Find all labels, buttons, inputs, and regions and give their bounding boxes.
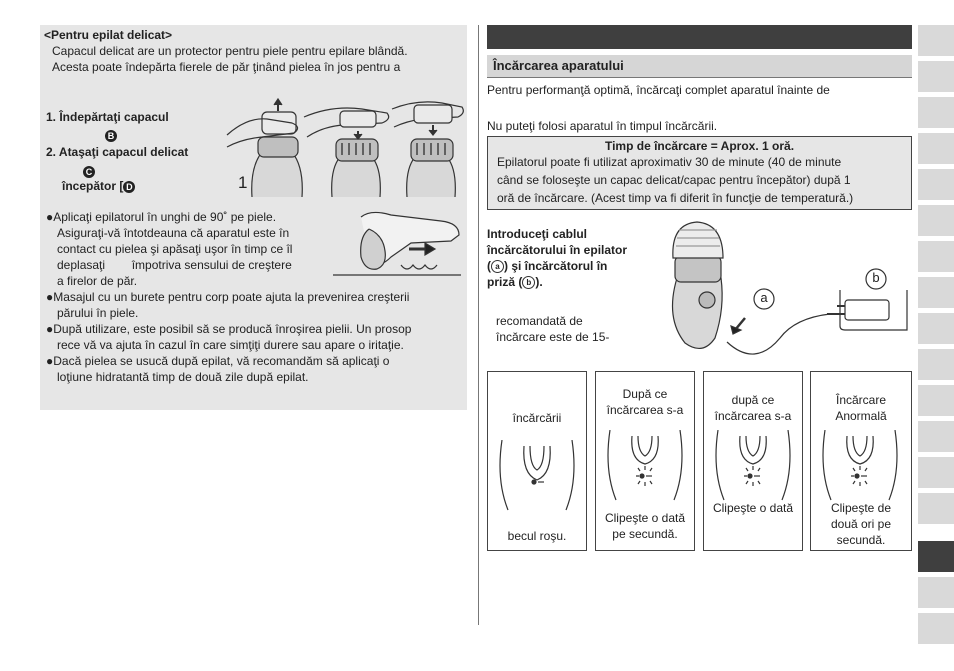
side-tab-9[interactable] [918,313,954,344]
step-2-continued: începător [ D [62,178,135,194]
indicator-2-bottom1: Clipeşte o dată [604,511,686,525]
indicator-1-top2: încărcării [512,411,562,425]
bullet-1-line-5: a firelor de păr. [57,274,138,288]
indicator-4-bottom2: două ori pe [830,517,892,531]
insert-line-3: ( a ) şi încărcătorul în [487,259,608,273]
indicator-3-top2: încărcarea s-a [714,409,792,423]
charge-box-line-2: când se foloseşte un capac delicat/capac pentru începător) după 1 [497,173,851,187]
charge-box-line-3: oră de încărcare. (Acest timp va fi diferit în funcţie de temperatură.) [497,191,854,205]
cap-removal-illustration [222,97,468,197]
side-tab-12[interactable] [918,421,954,452]
section-title: Încărcarea aparatului [493,58,624,73]
bullet-3-line-1: ●După utilizare, este posibil să se producă înroşirea pielii. Un prosop [46,322,412,336]
indicator-4-bottom1: Clipeşte de [830,501,892,515]
indicator-1-light-icon [494,440,580,512]
bullet-4 [46,353,389,385]
epilator-angle-illustration [331,207,463,279]
section-heading: <Pentru epilat delicat> [44,28,173,42]
bullet-4-line-1: ●Dacă pielea se usucă după epilat, vă recomandăm să aplicaţi o [46,354,390,368]
bullet-1 [46,209,292,289]
label-b-inline: b [522,276,535,289]
label-a-inline: a [491,260,504,273]
indicator-2-bottom2: pe secundă. [612,527,678,541]
insert-line-1: Introduceţi cablul [487,227,588,241]
bullet-3-line-2: rece vă va ajuta în cazul în care simţiţi durere sau apare o iritaţie. [57,338,404,352]
bullet-1-line-4: deplasaţi împotriva sensului de creştere [57,258,292,272]
indicator-4-top2: Anormală [835,409,887,423]
header-bar [487,25,912,49]
bullet-1-line-1: ●Aplicaţi epilatorul în unghi de 90˚ pe piele. [46,210,277,224]
insert-instructions [487,226,627,290]
side-tab-14[interactable] [918,493,954,524]
bullet-3 [46,321,411,353]
step-2-letter: C [83,163,95,181]
bullet-2-line-2: părului în piele. [57,306,139,320]
indicator-2-top: După ce [622,387,668,401]
side-tab-7[interactable] [918,241,954,272]
intro-line-2: Acesta poate îndepărta fierele de păr ţinând pielea în jos pentru a [52,60,401,74]
side-tab-8[interactable] [918,277,954,308]
indicator-2-top2: încărcarea s-a [606,403,684,417]
step-1-letter: B [105,127,117,145]
bullet-1-line-2: Asiguraţi-vă întotdeauna că aparatul este în [57,226,290,240]
side-tab-6[interactable] [918,205,954,236]
bullet-4-line-2: loţiune hidratantă timp de două zile după epilat. [57,370,309,384]
paragraph-2: Nu puteţi folosi aparatul în timpul încărcării. [487,119,718,133]
side-tab-2[interactable] [918,61,954,92]
indicator-4-bottom3: secundă. [836,533,886,547]
side-tab-17[interactable] [918,613,954,644]
indicator-3-top: după ce [731,393,775,407]
recommend-line-1: recomandată de [496,314,583,328]
charge-box-line-1: Epilatorul poate fi utilizat aproximativ 30 de minute (40 de minute [497,155,842,169]
insert-line-2: încărcătorului în epilator [487,243,628,257]
bullet-1-line-3: contact cu pielea şi apăsaţi uşor în timp ce îl [57,242,293,256]
side-tab-4[interactable] [918,133,954,164]
indicator-box-4 [810,371,912,551]
intro-line-1: Capacul delicat are un protector pentru piele pentru epilare blândă. [52,44,408,58]
step-2: 2. Ataşaţi capacul delicat [46,145,189,159]
indicator-box-2 [595,371,695,551]
charge-label-b: b [872,270,880,285]
step-2-letter-d: D [123,181,135,193]
side-tab-active[interactable] [918,541,954,572]
indicator-2-light-icon [602,430,688,502]
paragraph-1: Pentru performanţă optimă, încărcaţi complet aparatul înainte de [487,83,830,97]
side-tab-11[interactable] [918,385,954,416]
side-tab-1[interactable] [918,25,954,56]
bullet-2 [46,289,409,321]
indicator-4-light-icon [817,430,903,502]
charging-illustration [655,218,915,363]
figure-number: 1 [238,173,248,192]
charge-time-title: Timp de încărcare = Aprox. 1 oră. [604,139,795,153]
side-tab-16[interactable] [918,577,954,608]
insert-line-4: priză ( b ). [487,275,543,289]
indicator-1-bottom2: becul roşu. [507,529,567,543]
indicator-3-light-icon [710,430,796,502]
indicator-box-1 [487,371,587,551]
indicator-4-top: Încărcare [835,393,887,407]
indicator-3-bottom1: Clipeşte o dată [712,501,794,515]
section-title-bar [487,55,912,78]
side-tab-13[interactable] [918,457,954,488]
recommend-line-2: încărcare este de 15- [496,330,610,344]
column-divider [478,25,479,625]
side-tab-10[interactable] [918,349,954,380]
step-1: 1. Îndepărtaţi capacul [46,110,169,124]
side-tab-3[interactable] [918,97,954,128]
side-tab-5[interactable] [918,169,954,200]
indicator-box-3 [703,371,803,551]
bullet-2-line-1: ●Masajul cu un burete pentru corp poate ajuta la prevenirea creşterii [46,290,410,304]
charge-label-a: a [760,290,768,305]
